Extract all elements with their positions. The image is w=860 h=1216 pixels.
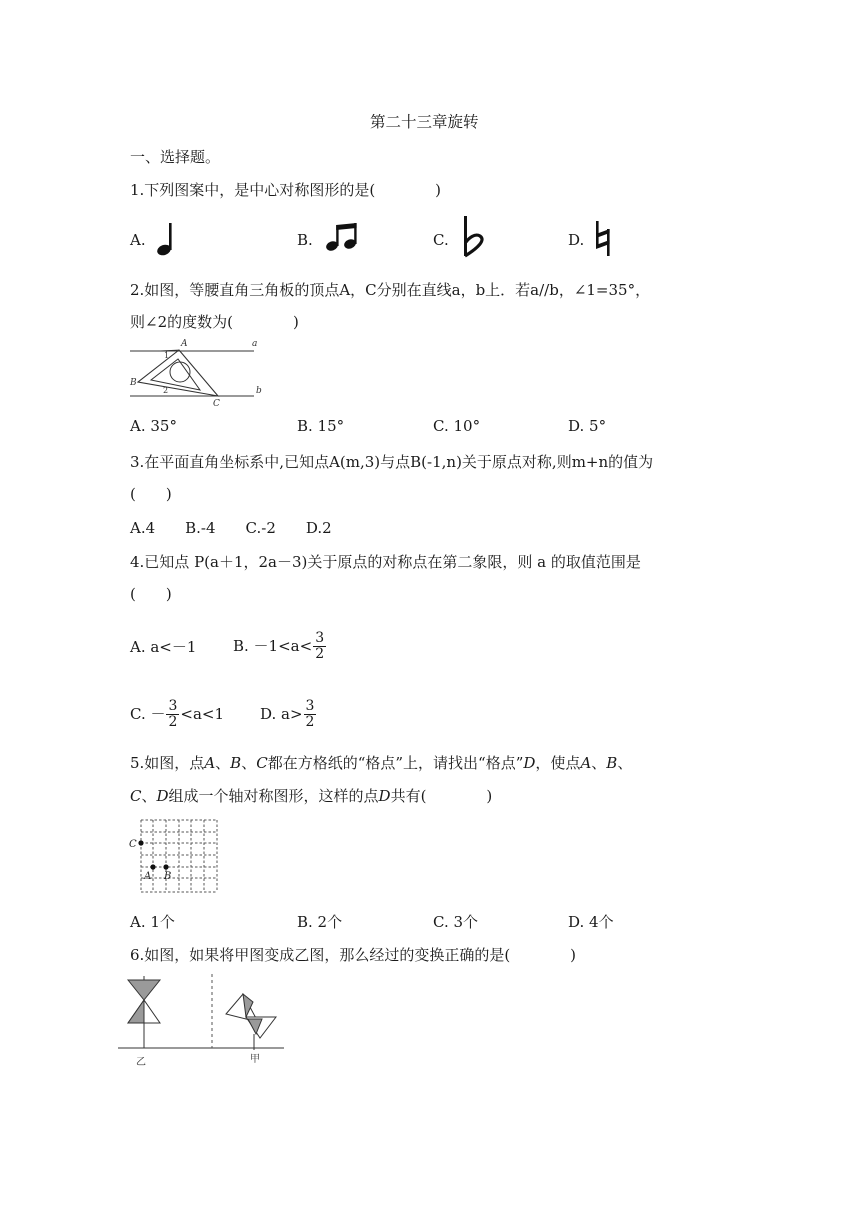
q5-var: B [230, 754, 242, 772]
q4-option-b-text: B. －1<a< [233, 637, 313, 655]
q5-option-c: C. 3个 [433, 913, 479, 931]
q2-label-B: B [130, 378, 137, 388]
q4-stem-line1: 4.已知点 P(a＋1，2a－3)关于原点的对称点在第二象限，则 a 的取值范围是 [130, 553, 641, 571]
q3-options: A.4 B.-4 C.-2 D.2 [130, 519, 332, 537]
q2-label-C: C [213, 399, 220, 409]
q5-stem-line2 [130, 786, 492, 806]
q2-label-1: 1 [164, 351, 170, 360]
beamed-eighth-notes-icon [322, 220, 362, 254]
q5-option-d: D. 4个 [568, 913, 614, 931]
natural-sign-icon [592, 218, 616, 258]
q5-text: 5.如图，点 [130, 754, 205, 772]
frac-numerator: 3 [305, 697, 315, 714]
q3-stem-line1: 3.在平面直角坐标系中,已知点A(m,3)与点B(-1,n)关于原点对称,则m+n的值为 [130, 453, 654, 471]
frac-numerator: 3 [315, 629, 325, 646]
q4-option-a: A. a<－1 [130, 638, 197, 656]
q5-text: 、 [141, 787, 157, 805]
q2-label-b: b [256, 386, 262, 396]
q4-option-d-prefix: D. a> [260, 705, 303, 723]
frac-numerator: 3 [168, 697, 178, 714]
q5-var: D [156, 787, 169, 805]
q5-var: D [378, 787, 391, 805]
q4-option-d [260, 694, 317, 734]
q1-option-d: D. [568, 231, 585, 249]
q6-label-jia: 甲 [250, 1054, 260, 1065]
frac-denominator: 2 [168, 713, 178, 730]
section-heading: 一、选择题。 [130, 148, 221, 166]
q5-option-b: B. 2个 [297, 913, 343, 931]
q5-text: 、 [617, 754, 633, 772]
q2-option-b: B. 15° [297, 417, 345, 435]
q2-option-d: D. 5° [568, 417, 607, 435]
quarter-note-icon [152, 220, 182, 258]
q5-text: ，使点 [535, 754, 581, 772]
q5-text: 都在方格纸的“格点”上，请找出“格点” [267, 754, 524, 772]
q5-text: 、 [215, 754, 231, 772]
q5-label-B: B [164, 871, 172, 882]
q5-text: 共有( ) [390, 787, 493, 805]
q1-stem: 1.下列图案中，是中心对称图形的是( ) [130, 181, 442, 199]
q2-option-a: A. 35° [130, 417, 177, 435]
q5-var: B [606, 754, 618, 772]
q4-stem-line2: ( ) [130, 585, 172, 603]
q5-text: 、 [591, 754, 607, 772]
q1-option-c: C. [433, 231, 449, 249]
q6-label-yi: 乙 [136, 1057, 146, 1068]
q4-option-b-fraction [313, 631, 326, 662]
q5-var: D [523, 754, 536, 772]
q2-label-2: 2 [163, 386, 169, 395]
q6-transform-figure [116, 972, 288, 1070]
q4-option-d-fraction [304, 699, 317, 730]
frac-denominator: 2 [315, 645, 325, 662]
q4-option-c-fraction [166, 699, 179, 730]
q5-grid-figure [128, 816, 222, 898]
page-title: 第二十三章旋转 [370, 113, 479, 131]
q2-stem-line1: 2.如图，等腰直角三角板的顶点A，C分别在直线a，b上．若a//b，∠1=35°， [130, 281, 651, 299]
q3-stem-line2: ( ) [130, 485, 172, 503]
frac-denominator: 2 [305, 713, 315, 730]
q5-text: 组成一个轴对称图形，这样的点 [168, 787, 379, 805]
flat-sign-icon [458, 214, 488, 260]
q5-label-C: C [129, 839, 137, 850]
q2-option-c: C. 10° [433, 417, 481, 435]
q5-var: C [256, 754, 268, 772]
q1-option-a: A. [130, 231, 146, 249]
q4-option-c [130, 694, 224, 734]
q4-option-b [233, 626, 327, 666]
q5-label-A: A [144, 871, 152, 882]
q5-option-a: A. 1个 [130, 913, 175, 931]
q4-option-c-prefix: C. － [130, 705, 166, 723]
q2-label-a: a [252, 339, 258, 349]
q1-option-b: B. [297, 231, 313, 249]
q2-label-A: A [181, 339, 188, 349]
q4-option-c-suffix: <a<1 [180, 705, 225, 723]
q5-var: C [130, 787, 142, 805]
q5-var: A [204, 754, 216, 772]
q6-stem: 6.如图，如果将甲图变成乙图，那么经过的变换正确的是( ) [130, 946, 577, 964]
q2-triangle-figure [128, 335, 268, 409]
q2-stem-line2: 则∠2的度数为( ) [130, 313, 299, 331]
q5-text: 、 [241, 754, 257, 772]
q5-var: A [580, 754, 592, 772]
q5-stem-line1 [130, 753, 632, 773]
